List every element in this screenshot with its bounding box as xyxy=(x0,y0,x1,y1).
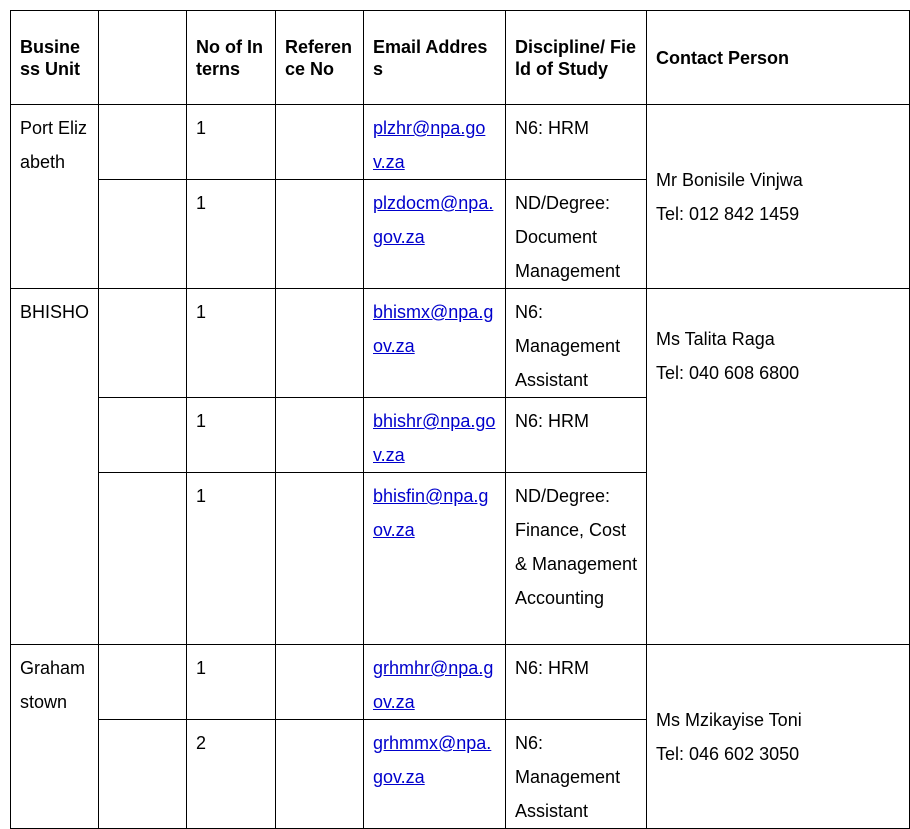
blank-cell xyxy=(99,105,187,180)
interns-count: 1 xyxy=(187,645,276,720)
email-cell xyxy=(364,180,506,289)
contact-tel: Tel: 046 602 3050 xyxy=(656,743,800,764)
table-row xyxy=(11,289,910,398)
contact-person-cell xyxy=(647,289,910,645)
reference-no-cell xyxy=(276,645,364,720)
blank-cell xyxy=(99,645,187,720)
business-unit-cell: Grahamstown xyxy=(11,645,99,829)
email-cell xyxy=(364,720,506,829)
interns-count: 1 xyxy=(187,180,276,289)
email-link[interactable]: bhismx@npa.gov.za xyxy=(373,302,494,356)
header-blank xyxy=(99,11,187,105)
reference-no-cell xyxy=(276,105,364,180)
reference-no-cell xyxy=(276,473,364,645)
email-cell xyxy=(364,645,506,720)
interns-count: 1 xyxy=(187,105,276,180)
contact-name: Ms Talita Raga xyxy=(656,329,775,349)
reference-no-cell xyxy=(276,398,364,473)
interns-count: 1 xyxy=(187,289,276,398)
interns-count: 1 xyxy=(187,473,276,645)
contact-name: Mr Bonisile Vinjwa xyxy=(656,169,803,190)
table-row xyxy=(11,105,910,180)
business-unit-cell: BHISHO xyxy=(11,289,99,645)
discipline-cell: N6: Management Assistant xyxy=(506,720,647,829)
contact-person-cell xyxy=(647,105,910,289)
reference-no-cell xyxy=(276,289,364,398)
discipline-cell: N6: HRM xyxy=(506,105,647,180)
discipline-cell: N6: HRM xyxy=(506,645,647,720)
email-cell xyxy=(364,105,506,180)
business-unit-cell: Port Elizabeth xyxy=(11,105,99,289)
contact-name: Ms Mzikayise Toni xyxy=(656,709,802,730)
internship-table xyxy=(10,10,910,829)
header-row xyxy=(11,11,910,105)
header-contact-person: Contact Person xyxy=(647,11,910,105)
email-cell xyxy=(364,473,506,645)
interns-count: 2 xyxy=(187,720,276,829)
blank-cell xyxy=(99,473,187,645)
discipline-cell: ND/Degree: Document Management xyxy=(506,180,647,289)
reference-no-cell xyxy=(276,720,364,829)
email-link[interactable]: plzdocm@npa.gov.za xyxy=(373,193,494,247)
blank-cell xyxy=(99,180,187,289)
blank-cell xyxy=(99,289,187,398)
header-business-unit: Business Unit xyxy=(11,11,99,105)
email-cell xyxy=(364,289,506,398)
header-discipline: Discipline/ Field of Study xyxy=(506,11,647,105)
blank-cell xyxy=(99,720,187,829)
header-no-of-interns: No of Interns xyxy=(187,11,276,105)
header-reference-no: Reference No xyxy=(276,11,364,105)
email-link[interactable]: bhisfin@npa.gov.za xyxy=(373,486,489,540)
blank-cell xyxy=(99,398,187,473)
discipline-cell: ND/Degree: Finance, Cost & Management Accounting xyxy=(506,473,647,645)
email-link[interactable]: plzhr@npa.gov.za xyxy=(373,118,486,172)
reference-no-cell xyxy=(276,180,364,289)
discipline-cell: N6: HRM xyxy=(506,398,647,473)
email-link[interactable]: grhmhr@npa.gov.za xyxy=(373,658,494,712)
contact-tel: Tel: 040 608 6800 xyxy=(656,363,800,383)
table-row xyxy=(11,645,910,720)
discipline-cell: N6: Management Assistant xyxy=(506,289,647,398)
email-link[interactable]: grhmmx@npa.gov.za xyxy=(373,733,492,787)
interns-count: 1 xyxy=(187,398,276,473)
contact-person-cell xyxy=(647,645,910,829)
header-email-address: Email Address xyxy=(364,11,506,105)
email-cell xyxy=(364,398,506,473)
email-link[interactable]: bhishr@npa.gov.za xyxy=(373,411,496,465)
contact-tel: Tel: 012 842 1459 xyxy=(656,203,800,224)
